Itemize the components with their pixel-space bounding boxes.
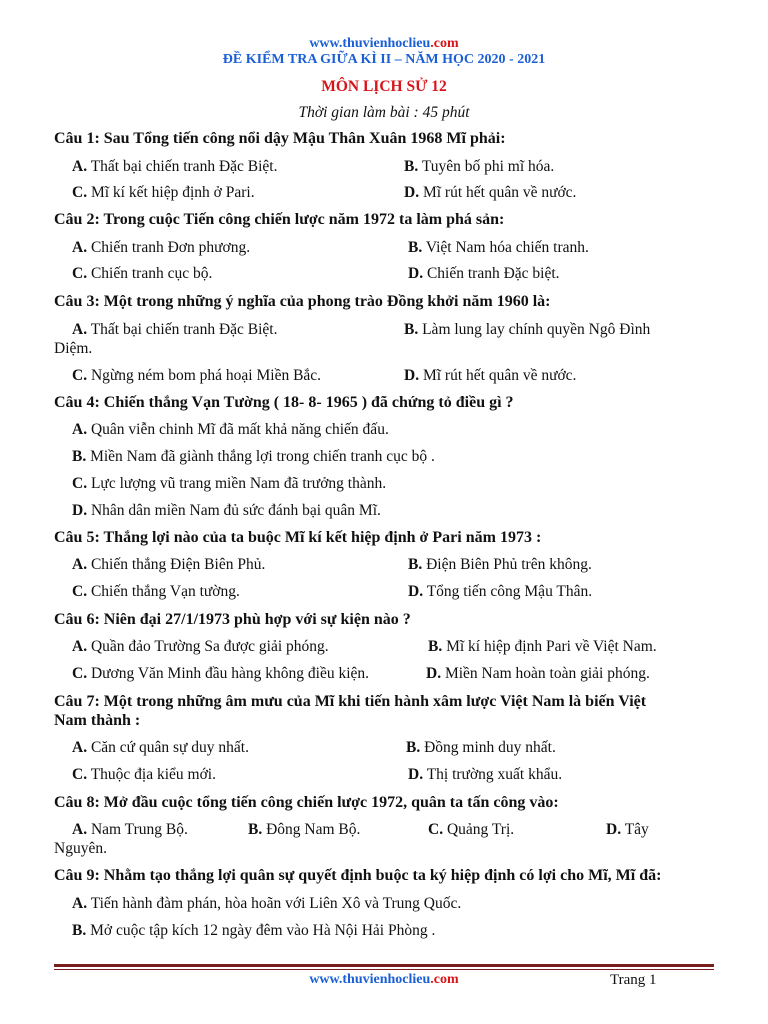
option-4b: B. Miền Nam đã giành thắng lợi trong chiến tranh cục bộ . <box>72 448 435 465</box>
option-1d: D. Mĩ rút hết quân về nước. <box>404 184 577 201</box>
duration: Thời gian làm bài : 45 phút <box>298 104 470 121</box>
option-1c: C. Mĩ kí kết hiệp định ở Pari. <box>72 184 255 201</box>
option-8a: A. Nam Trung Bộ. <box>72 821 188 838</box>
header-site-link[interactable] <box>0 36 768 52</box>
option-3b: B. Làm lung lay chính quyền Ngô Đình <box>404 321 651 338</box>
question-3: Câu 3: Một trong những ý nghĩa của phong trào Đồng khởi năm 1960 là: <box>54 293 551 310</box>
question-7: Câu 7: Một trong những âm mưu của Mĩ khi tiến hành xâm lược Việt Nam là biến Việt <box>54 693 647 710</box>
option-7b: B. Đồng minh duy nhất. <box>406 739 556 756</box>
option-7a: A. Căn cứ quân sự duy nhất. <box>72 739 249 756</box>
question-2: Câu 2: Trong cuộc Tiến công chiến lược năm 1972 ta làm phá sản: <box>54 211 505 228</box>
footer-site-prefix: www.thuvienhoclieu <box>309 972 431 987</box>
option-6d: D. Miền Nam hoàn toàn giải phóng. <box>426 665 650 682</box>
option-8c: C. Quảng Trị. <box>428 821 515 838</box>
exam-title: ĐỀ KIỂM TRA GIỮA KÌ II – NĂM HỌC 2020 - 2021 <box>222 52 546 67</box>
page-number: Trang 1 <box>610 972 657 988</box>
option-3c: C. Ngừng ném bom phá hoại Miền Bắc. <box>72 367 322 384</box>
option-9a: A. Tiến hành đàm phán, hòa hoãn với Liên Xô và Trung Quốc. <box>72 895 462 912</box>
question-4: Câu 4: Chiến thắng Vạn Tường ( 18- 8- 1965 ) đã chứng tỏ điều gì ? <box>54 394 514 411</box>
option-2b: B. Việt Nam hóa chiến tranh. <box>408 239 589 256</box>
question-9: Câu 9: Nhằm tạo thắng lợi quân sự quyết định buộc ta ký hiệp định có lợi cho Mĩ, Mĩ đã: <box>54 867 662 884</box>
question-8: Câu 8: Mở đầu cuộc tổng tiến công chiến lược 1972, quân ta tấn công vào: <box>54 794 559 811</box>
question-7-cont: Nam thành : <box>54 712 141 729</box>
option-8d-cont: Nguyên. <box>54 840 107 857</box>
option-4d: D. Nhân dân miền Nam đủ sức đánh bại quân Mĩ. <box>72 502 381 519</box>
option-8b: B. Đông Nam Bộ. <box>248 821 361 838</box>
option-4c: C. Lực lượng vũ trang miền Nam đã trưởng thành. <box>72 475 387 492</box>
footer-rule-thin <box>54 969 714 970</box>
option-5d: D. Tổng tiến công Mậu Thân. <box>408 583 593 600</box>
option-3d: D. Mĩ rút hết quân về nước. <box>404 367 577 384</box>
option-7c: C. Thuộc địa kiểu mới. <box>72 766 216 783</box>
option-8d: D. Tây <box>606 821 649 838</box>
option-5b: B. Điện Biên Phủ trên không. <box>408 556 592 573</box>
option-9b: B. Mở cuộc tập kích 12 ngày đêm vào Hà Nội Hải Phòng . <box>72 922 436 939</box>
option-1a: A. Thất bại chiến tranh Đặc Biệt. <box>72 158 278 175</box>
question-5: Câu 5: Thắng lợi nào của ta buộc Mĩ kí kết hiệp định ở Pari năm 1973 : <box>54 529 542 546</box>
site-suffix: .com <box>430 36 459 51</box>
option-7d: D. Thị trường xuất khẩu. <box>408 766 563 783</box>
option-6c: C. Dương Văn Minh đầu hàng không điều kiện. <box>72 665 370 682</box>
option-3b-cont: Diệm. <box>54 340 93 357</box>
site-prefix: www.thuvienhoclieu <box>309 36 431 51</box>
question-1: Câu 1: Sau Tổng tiến công nổi dậy Mậu Thân Xuân 1968 Mĩ phải: <box>54 130 506 147</box>
option-2c: C. Chiến tranh cục bộ. <box>72 265 213 282</box>
option-4a: A. Quân viễn chinh Mĩ đã mất khả năng chiến đấu. <box>72 421 389 438</box>
option-5a: A. Chiến thắng Điện Biên Phủ. <box>72 556 266 573</box>
option-3a: A. Thất bại chiến tranh Đặc Biệt. <box>72 321 278 338</box>
footer-site-suffix: .com <box>430 972 459 987</box>
option-2d: D. Chiến tranh Đặc biệt. <box>408 265 560 282</box>
option-2a: A. Chiến tranh Đơn phương. <box>72 239 251 256</box>
subject-title: MÔN LỊCH SỬ 12 <box>321 78 447 95</box>
footer-rule-thick <box>54 964 714 967</box>
option-6b: B. Mĩ kí hiệp định Pari về Việt Nam. <box>428 638 657 655</box>
question-6: Câu 6: Niên đại 27/1/1973 phù hợp với sự kiện nào ? <box>54 611 411 628</box>
option-1b: B. Tuyên bố phi mĩ hóa. <box>404 158 555 175</box>
option-5c: C. Chiến thắng Vạn tường. <box>72 583 240 600</box>
option-6a: A. Quần đảo Trường Sa được giải phóng. <box>72 638 329 655</box>
